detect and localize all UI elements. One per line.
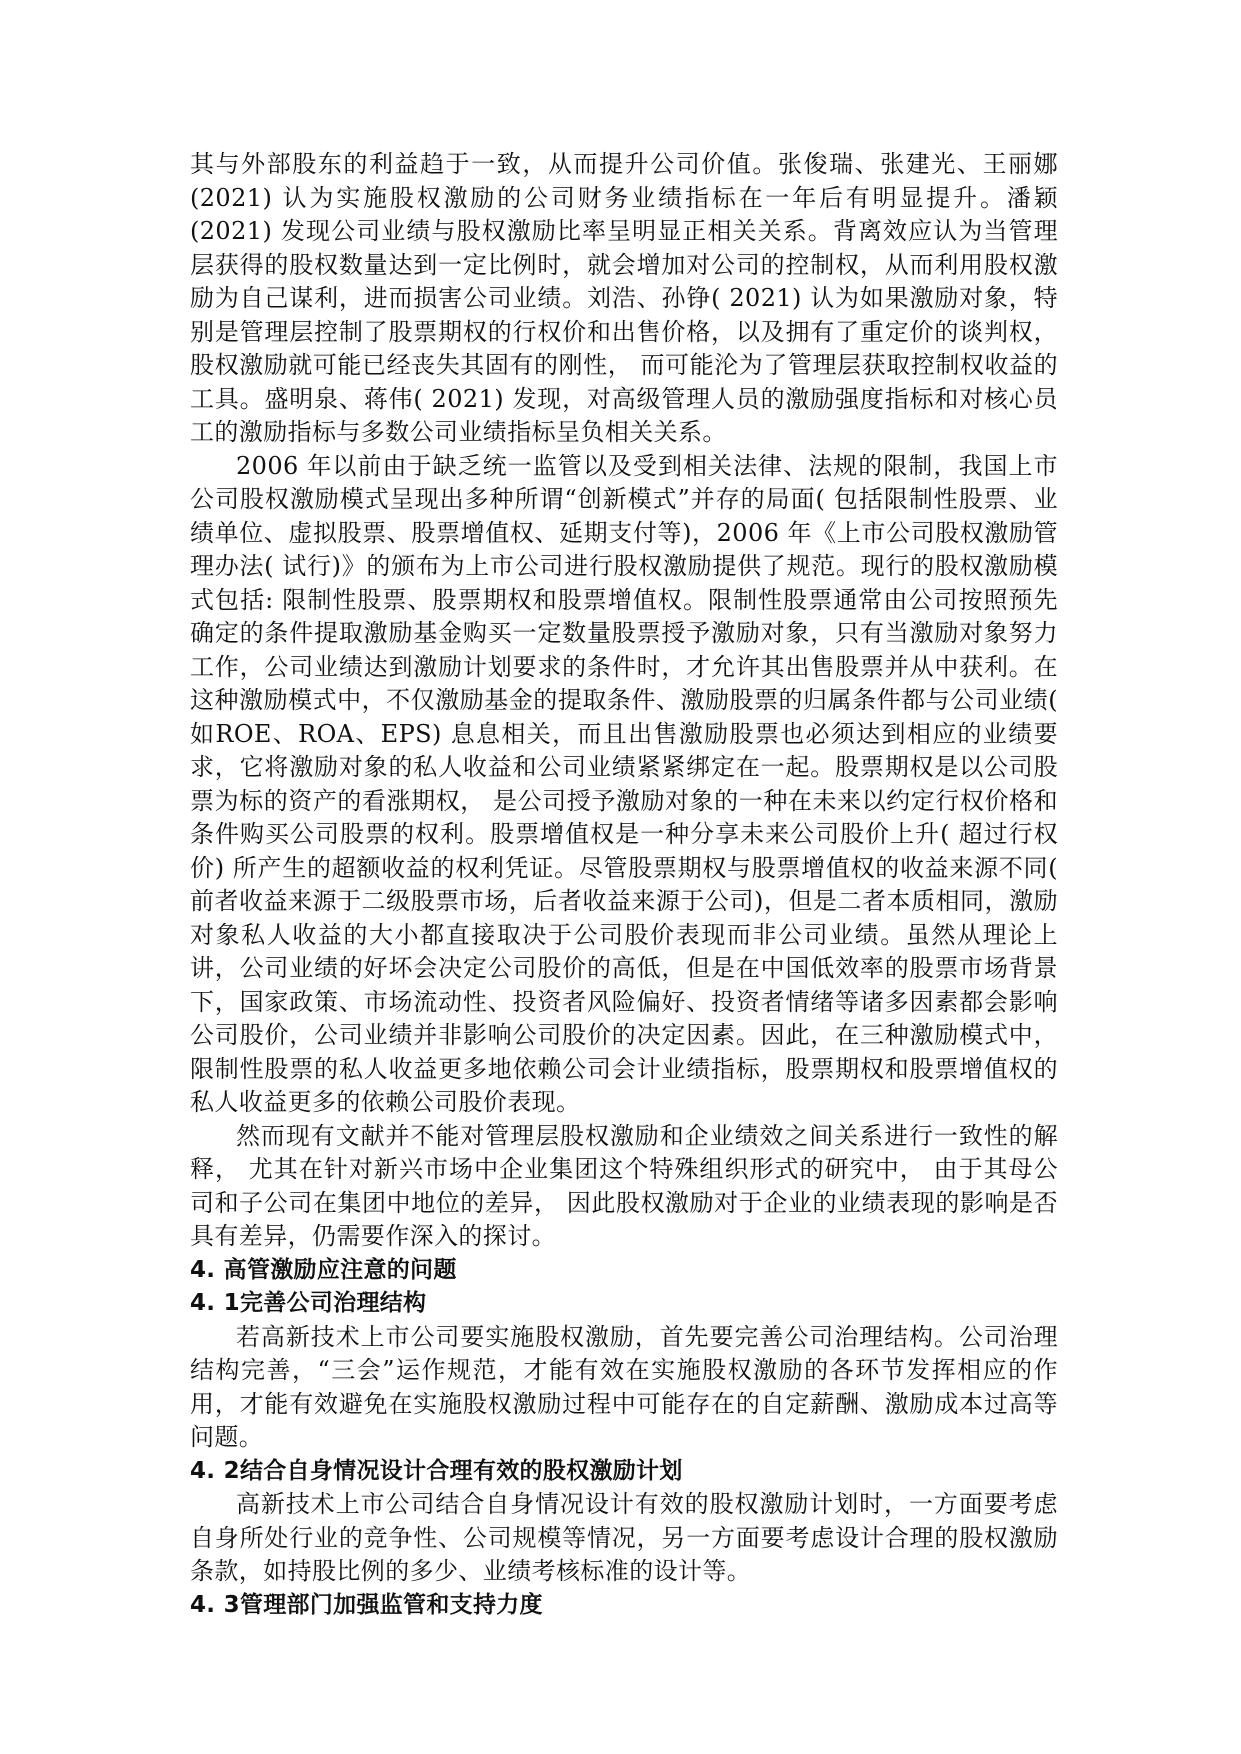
paragraph-4-1: 若高新技术上市公司要实施股权激励，首先要完善公司治理结构。公司治理结构完善，“三会”运作规范，才能有效在实施股权激励的各环节发挥相应的作用，才能有效避免在实施股权激励过程中可能存在的自定薪酬、激励成本过高等问题。 (190, 1322, 1058, 1451)
section-heading-4-1: 4. 1完善公司治理结构 (190, 1290, 427, 1316)
document-page (190, 148, 1058, 1622)
section-heading-4-3: 4. 3管理部门加强监管和支持力度 (190, 1591, 543, 1618)
paragraph-incentive-models: 2006 年以前由于缺乏统一监管以及受到相关法律、法规的限制，我国上市公司股权激励模式呈现出多种所谓“创新模式”并存的局面( 包括限制性股票、业绩单位、虚拟股票、股票增值权、延期支付等)，2006 年《上市公司股权激励管理办法( 试行)》的颁布为上市公司进行股权激励提供了规范。现行的股权激励模式包括: 限制性股票、股票期权和股票增值权。限制性股票通常由公司按照预先确定的条件提取激励基金购买一定数量股票授予激励对象，只有当激励对象努力工作，公司业绩达到激励计划要求的条件时，才允许其出售股票并从中获利。在这种激励模式中，不仅激励基金的提取条件、激励股票的归属条件都与公司业绩( 如ROE、ROA、EPS) 息息相关，而且出售激励股票也必须达到相应的业绩要求，它将激励对象的私人收益和公司业绩紧紧绑定在一起。股票期权是以公司股票为标的资产的看涨期权， 是公司授予激励对象的一种在未来以约定行权价格和条件购买公司股票的权利。股票增值权是一种分享未来公司股价上升( 超过行权价) 所产生的超额收益的权利凭证。尽管股票期权与股票增值权的收益来源不同( 前者收益来源于二级股票市场，后者收益来源于公司)，但是二者本质相同，激励对象私人收益的大小都直接取决于公司股价表现而非公司业绩。虽然从理论上讲，公司业绩的好坏会决定公司股价的高低，但是在中国低效率的股票市场背景下，国家政策、市场流动性、投资者风险偏好、投资者情绪等诸多因素都会影响公司股价，公司业绩并非影响公司股价的决定因素。因此，在三种激励模式中，限制性股票的私人收益更多地依赖公司会计业绩指标，股票期权和股票增值权的私人收益更多的依赖公司股价表现。 (190, 451, 1058, 1116)
paragraph-literature-review: 其与外部股东的利益趋于一致，从而提升公司价值。张俊瑞、张建光、王丽娜(2021) 认为实施股权激励的公司财务业绩指标在一年后有明显提升。潘颖(2021) 发现公司业绩与股权激励比率呈明显正相关关系。背离效应认为当管理层获得的股权数量达到一定比例时，就会增加对公司的控制权，从而利用股权激励为自己谋利，进而损害公司业绩。刘浩、孙铮( 2021) 认为如果激励对象，特别是管理层控制了股票期权的行权价和出售价格，以及拥有了重定价的谈判权，股权激励就可能已经丧失其固有的刚性， 而可能沦为了管理层获取控制权收益的工具。盛明泉、蒋伟( 2021) 发现，对高级管理人员的激励强度指标和对核心员工的激励指标与多数公司业绩指标呈负相关关系。 (190, 150, 1058, 446)
section-heading-4: 4. 高管激励应注意的问题 (190, 1256, 457, 1283)
section-heading-4-2: 4. 2结合自身情况设计合理有效的股权激励计划 (190, 1457, 683, 1484)
paragraph-research-gap: 然而现有文献并不能对管理层股权激励和企业绩效之间关系进行一致性的解释， 尤其在针对新兴市场中企业集团这个特殊组织形式的研究中， 由于其母公司和子公司在集团中地位的差异， 因此股权激励对于企业的业绩表现的影响是否具有差异，仍需要作深入的探讨。 (190, 1121, 1058, 1250)
paragraph-4-2: 高新技术上市公司结合自身情况设计有效的股权激励计划时，一方面要考虑自身所处行业的竞争性、公司规模等情况，另一方面要考虑设计合理的股权激励条款，如持股比例的多少、业绩考核标准的设计等。 (190, 1490, 1058, 1585)
